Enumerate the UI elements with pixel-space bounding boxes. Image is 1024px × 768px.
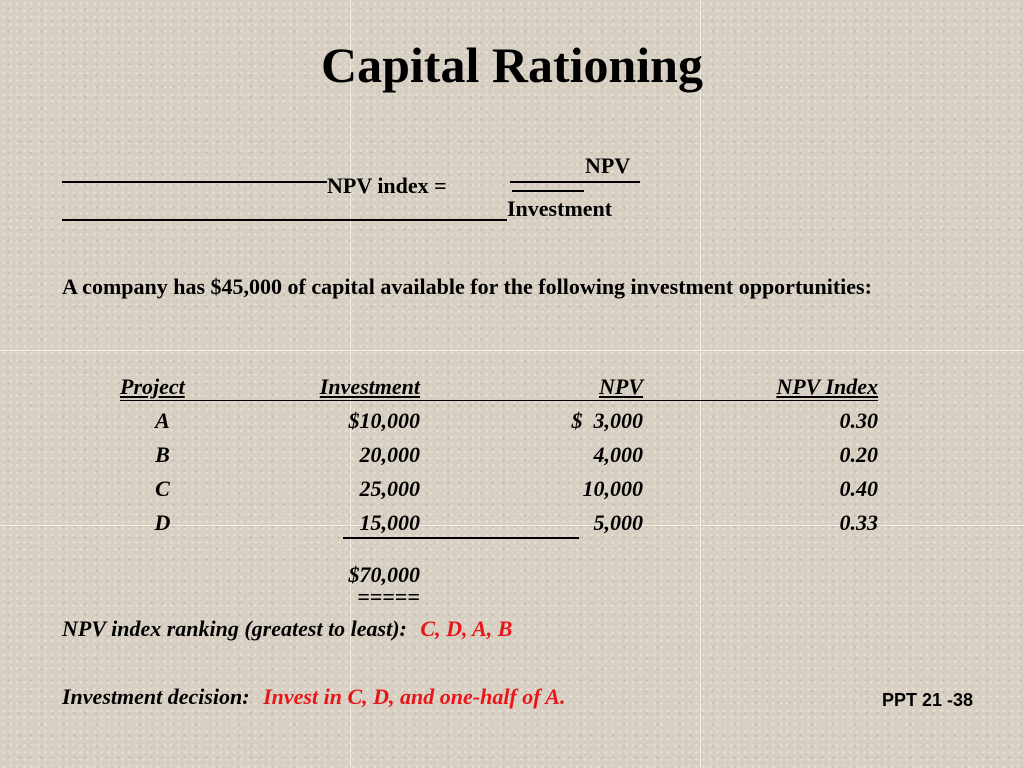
npv-cell: $ 3,000 (571, 408, 643, 433)
investment-cell: $10,000 (348, 408, 420, 433)
slide-title: Capital Rationing (320, 37, 703, 93)
project-cell: A (155, 408, 170, 433)
ranking-value: C, D, A, B (420, 616, 513, 641)
npv-index-cell: 0.33 (839, 510, 878, 535)
background-tile-line (0, 350, 1024, 351)
decision-label: Investment decision: (62, 684, 250, 709)
investment-cell: 25,000 (359, 476, 420, 501)
decision-value: Invest in C, D, and one-half of A. (263, 684, 566, 709)
npv-cell: 4,000 (593, 442, 643, 467)
background-tile-line (700, 0, 701, 768)
project-cell: B (155, 442, 170, 467)
project-cell: C (155, 476, 170, 501)
npv-index-cell: 0.20 (839, 442, 878, 467)
formula-denominator: Investment (507, 196, 613, 221)
formula-rule (62, 219, 507, 221)
npv-index-cell: 0.30 (839, 408, 878, 433)
header-project: Project (120, 374, 185, 399)
npv-cell: 5,000 (593, 510, 643, 535)
header-npv: NPV (599, 374, 643, 399)
fraction-bar-lower (512, 190, 584, 192)
slide-number: PPT 21 -38 (882, 690, 974, 710)
npv-index-cell: 0.40 (839, 476, 878, 501)
header-investment: Investment (319, 374, 420, 399)
investment-cell: 15,000 (359, 510, 420, 535)
ranking-label: NPV index ranking (greatest to least): (62, 616, 407, 641)
intro-paragraph: A company has $45,000 of capital available for the following investment opportunities: (62, 274, 872, 299)
investment-cell: 20,000 (359, 442, 420, 467)
npv-cell: 10,000 (582, 476, 643, 501)
formula-numerator: NPV (585, 153, 631, 178)
header-npv-index: NPV Index (776, 374, 878, 399)
investment-total: $70,000 (348, 562, 420, 587)
project-cell: D (154, 510, 171, 535)
header-underline (120, 400, 878, 401)
formula-label: NPV index = (327, 173, 447, 198)
total-double-rule: ===== (357, 584, 420, 609)
fraction-bar (510, 181, 640, 183)
formula-rule (62, 181, 327, 183)
ranking-line (62, 616, 512, 642)
subtotal-underline (343, 537, 579, 539)
decision-line (62, 684, 565, 710)
